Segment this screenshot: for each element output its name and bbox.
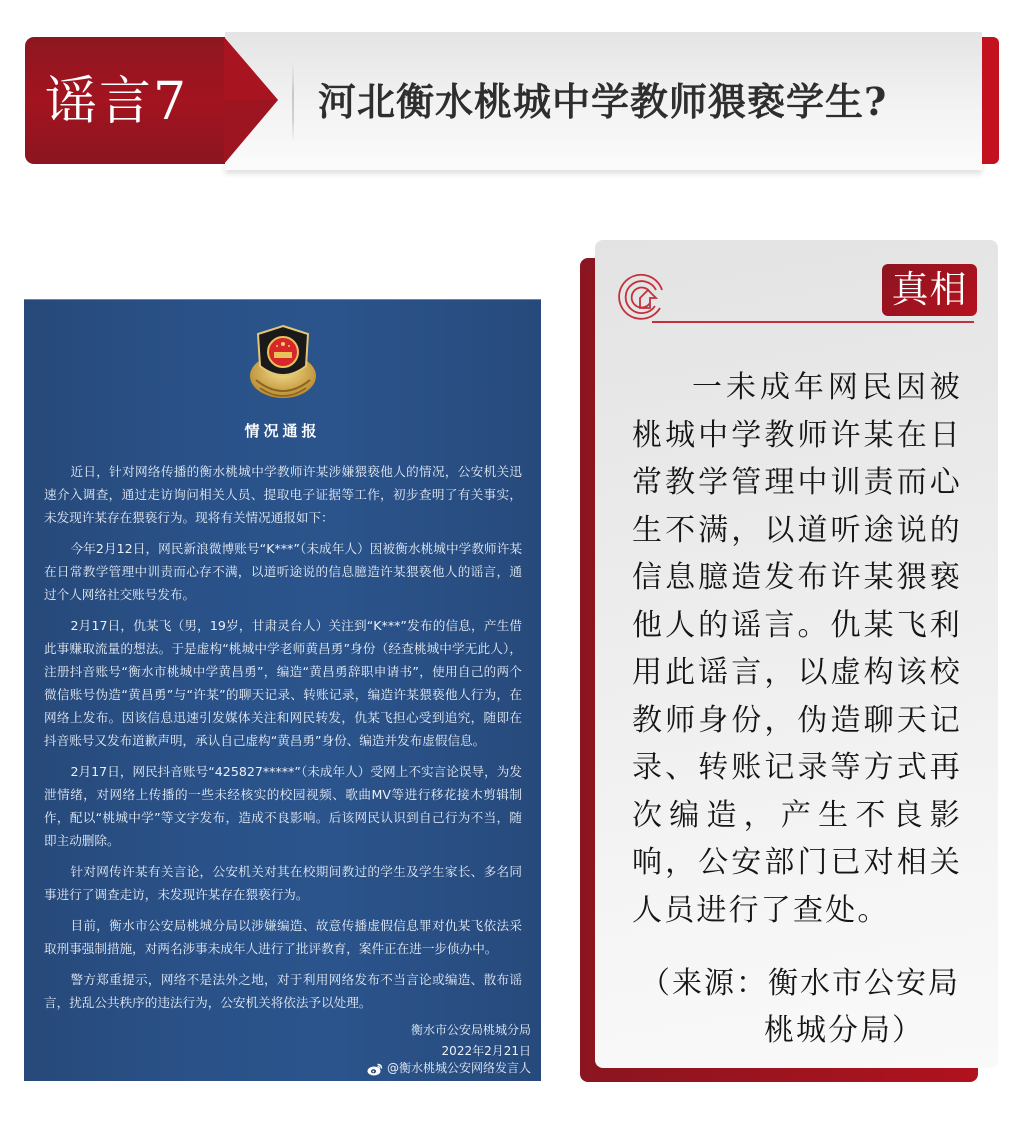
notice-paragraph: 目前，衡水市公安局桃城分局以涉嫌编造、故意传播虚假信息罪对仇某飞依法采取刑事强制措施，对两名涉事未成年人进行了批评教育，案件正在进一步侦办中。 [44, 918, 522, 956]
signature-date: 2022年2月21日 [441, 1044, 531, 1058]
notice-paragraph: 针对网传许某有关言论，公安机关对其在校期间教过的学生及学生家长、多名同事进行了调查走访，未发现许某存在猥亵行为。 [44, 864, 522, 902]
weibo-watermark [367, 1060, 531, 1077]
notice-paragraph: 2月17日，仇某飞（男，19岁，甘肃灵台人）关注到“K***”发布的信息，产生借此事赚取流量的想法。于是虚构“桃城中学老师黄昌勇”身份（经查桃城中学无此人），注册抖音账号“衡水市桃城中学黄昌勇”，编造“黄昌勇辞职申请书”，使用自己的两个微信账号伪造“黄昌勇”与“许某”的聊天记录、转账记录，编造许某猥亵他人行为，在网络上发布。因该信息迅速引发媒体关注和网民转发，仇某飞担心受到追究，随即在抖音账号又发布道歉声明，承认自己虚构“黄昌勇”身份、编造并发布虚假信息。 [44, 618, 522, 748]
weibo-handle: @衡水桃城公安网络发言人 [386, 1061, 531, 1075]
rumor-tag-arrow-highlight [224, 37, 278, 100]
rumor-label: 谣言7 [45, 72, 189, 132]
notice-paragraph: 2月17日，网民抖音账号“425827*****”（未成年人）受网上不实言论误导，为发泄情绪，对网络上传播的一些未经核实的校园视频、歌曲MV等进行移花接木剪辑制作，配以“桃城中学”等文字发布，造成不良影响。后该网民认识到自己行为不当，随即主动删除。 [44, 764, 522, 848]
source-line-1: （来源：衡水市公安局 [640, 966, 960, 1001]
signature-org: 衡水市公安局桃城分局 [410, 1023, 531, 1037]
notice-paragraph: 警方郑重提示，网络不是法外之地，对于利用网络发布不当言论或编造、散布谣言，扰乱公共秩序的违法行为，公安机关将依法予以处理。 [44, 972, 522, 1010]
truth-source [640, 960, 970, 1054]
notice-signature [367, 1022, 531, 1077]
police-emblem-icon [246, 322, 320, 400]
page-title: 河北衡水桃城中学教师猥亵学生? [318, 79, 888, 124]
weibo-icon [367, 1062, 383, 1076]
notice-paragraph: 近日，针对网络传播的衡水桃城中学教师许某涉嫌猥亵他人的情况，公安机关迅速介入调查，通过走访询问相关人员、提取电子证据等工作，初步查明了有关事实，未发现许某存在猥亵行为。现将有关情况通报如下： [44, 464, 522, 525]
source-line-2: 桃城分局） [764, 1013, 924, 1048]
header-divider [292, 62, 294, 142]
police-notice-image [24, 299, 541, 1081]
truth-paragraph: 一未成年网民因被桃城中学教师许某在日常教学管理中训责而心生不满，以道听途说的信息臆造发布许某猥亵他人的谣言。仇某飞利用此谣言，以虚构该校教师身份，伪造聊天记录、转账记录等方式再次编造，产生不良影响，公安部门已对相关人员进行了查处。 [632, 370, 962, 928]
notice-title: 情况通报 [244, 422, 321, 440]
notice-body [44, 460, 522, 1022]
truth-badge: 真相 [882, 264, 977, 316]
header-accent-strip [982, 37, 999, 164]
truth-logo-icon [612, 268, 672, 328]
truth-body [632, 364, 962, 934]
truth-underline [652, 321, 974, 323]
notice-paragraph: 今年2月12日，网民新浪微博账号“K***”（未成年人）因被衡水桃城中学教师许某在日常教学管理中训责而心存不满，以道听途说的信息臆造许某猥亵他人的谣言，通过个人网络社交账号发布。 [44, 541, 522, 602]
